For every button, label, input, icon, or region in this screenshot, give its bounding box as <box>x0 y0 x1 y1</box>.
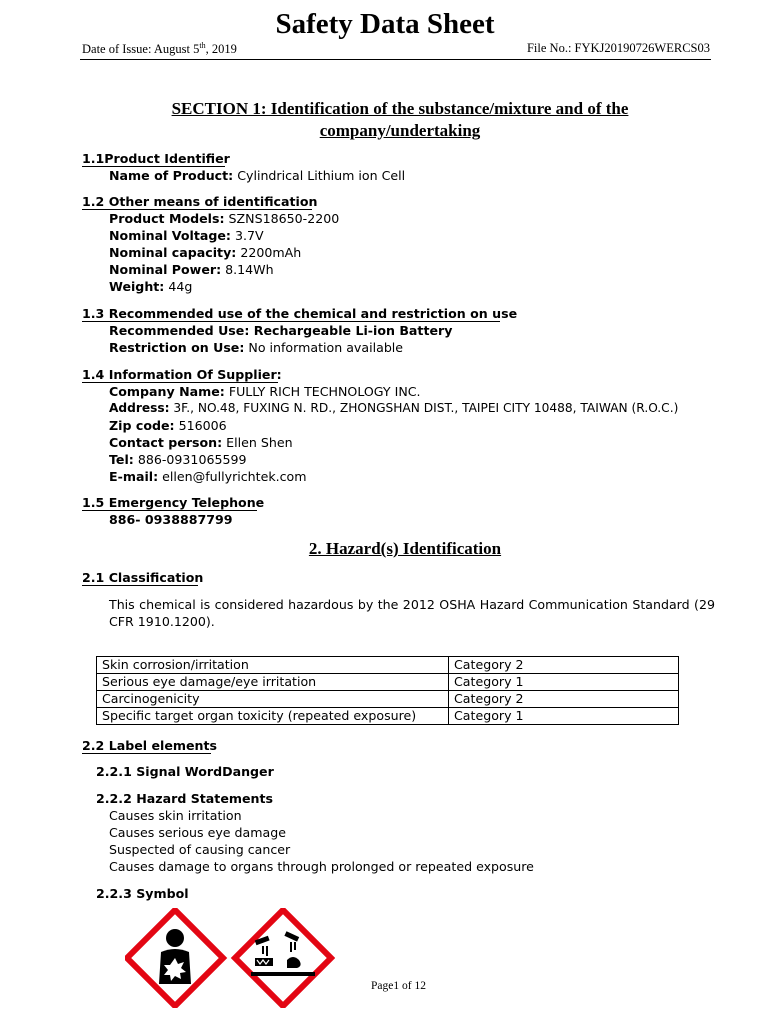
s13-heading: 1.3 Recommended use of the chemical and restriction on use <box>82 306 518 321</box>
section1-heading-line2: company/undertaking <box>319 121 481 140</box>
classification-table <box>96 656 679 725</box>
contact-person: Contact person: Ellen Shen <box>109 435 293 450</box>
section2-heading: 2. Hazard(s) Identification <box>308 539 502 558</box>
s22-heading: 2.2 Label elements <box>82 738 218 753</box>
table-row <box>97 708 679 725</box>
ghs-pictograms <box>125 908 335 1008</box>
symbol-heading: 2.2.3 Symbol <box>96 886 189 901</box>
address: Address: 3F., NO.48, FUXING N. RD., ZHONGSHAN DIST., TAIPEI CITY 10488, TAIWAN (R.O.C.) <box>109 401 679 415</box>
nominal-voltage: Nominal Voltage: 3.7V <box>109 228 264 243</box>
section1-heading-line1: SECTION 1: Identification of the substance/mixture and of the <box>171 99 629 118</box>
product-models: Product Models: SZNS18650-2200 <box>109 211 340 226</box>
hazard-cell: Specific target organ toxicity (repeated exposure) <box>97 708 449 725</box>
weight: Weight: 44g <box>109 279 193 294</box>
table-row <box>97 674 679 691</box>
signal-word: 2.2.1 Signal WordDanger <box>96 764 274 779</box>
classification-paragraph: This chemical is considered hazardous by the 2012 OSHA Hazard Communication Standard (29 CFR 1910.1200). <box>109 597 715 629</box>
hazard-cell: Serious eye damage/eye irritation <box>97 674 449 691</box>
category-cell: Category 2 <box>449 657 679 674</box>
hazard-statements-heading: 2.2.2 Hazard Statements <box>96 791 274 806</box>
email: E-mail: ellen@fullyrichtek.com <box>109 469 307 484</box>
product-name: Name of Product: Cylindrical Lithium ion Cell <box>109 168 406 183</box>
zip-code: Zip code: 516006 <box>109 418 227 433</box>
s14-heading: 1.4 Information Of Supplier: <box>82 367 282 382</box>
table-row <box>97 691 679 708</box>
category-cell: Category 1 <box>449 674 679 691</box>
emergency-phone: 886- 0938887799 <box>109 512 233 527</box>
hazard-statement: Causes serious eye damage <box>109 825 286 840</box>
s21-heading: 2.1 Classification <box>82 570 204 585</box>
hazard-statement: Suspected of causing cancer <box>109 842 291 857</box>
hazard-statement: Causes skin irritation <box>109 808 242 823</box>
s12-heading: 1.2 Other means of identification <box>82 194 318 209</box>
nominal-power: Nominal Power: 8.14Wh <box>109 262 274 277</box>
page-number: Page1 of 12 <box>371 980 426 992</box>
company-name: Company Name: FULLY RICH TECHNOLOGY INC. <box>109 384 421 399</box>
telephone: Tel: 886-0931065599 <box>109 452 247 467</box>
hazard-cell: Skin corrosion/irritation <box>97 657 449 674</box>
hazard-cell: Carcinogenicity <box>97 691 449 708</box>
recommended-use: Recommended Use: Rechargeable Li-ion Battery <box>109 323 453 338</box>
document-title: Safety Data Sheet <box>275 8 495 40</box>
category-cell: Category 1 <box>449 708 679 725</box>
s11-heading: 1.1Product Identifier <box>82 151 230 166</box>
category-cell: Category 2 <box>449 691 679 708</box>
file-number: File No.: FYKJ20190726WERCS03 <box>526 41 710 55</box>
s22-underline <box>82 753 211 754</box>
issue-date: Date of Issue: August 5th, 2019 <box>82 41 237 57</box>
s15-heading: 1.5 Emergency Telephone <box>82 495 265 510</box>
table-row <box>97 657 679 674</box>
hazard-statement: Causes damage to organs through prolonged or repeated exposure <box>109 859 534 874</box>
nominal-capacity: Nominal capacity: 2200mAh <box>109 245 302 260</box>
restriction-on-use: Restriction on Use: No information available <box>109 340 404 355</box>
s21-underline <box>82 585 198 586</box>
header-divider <box>80 59 711 60</box>
